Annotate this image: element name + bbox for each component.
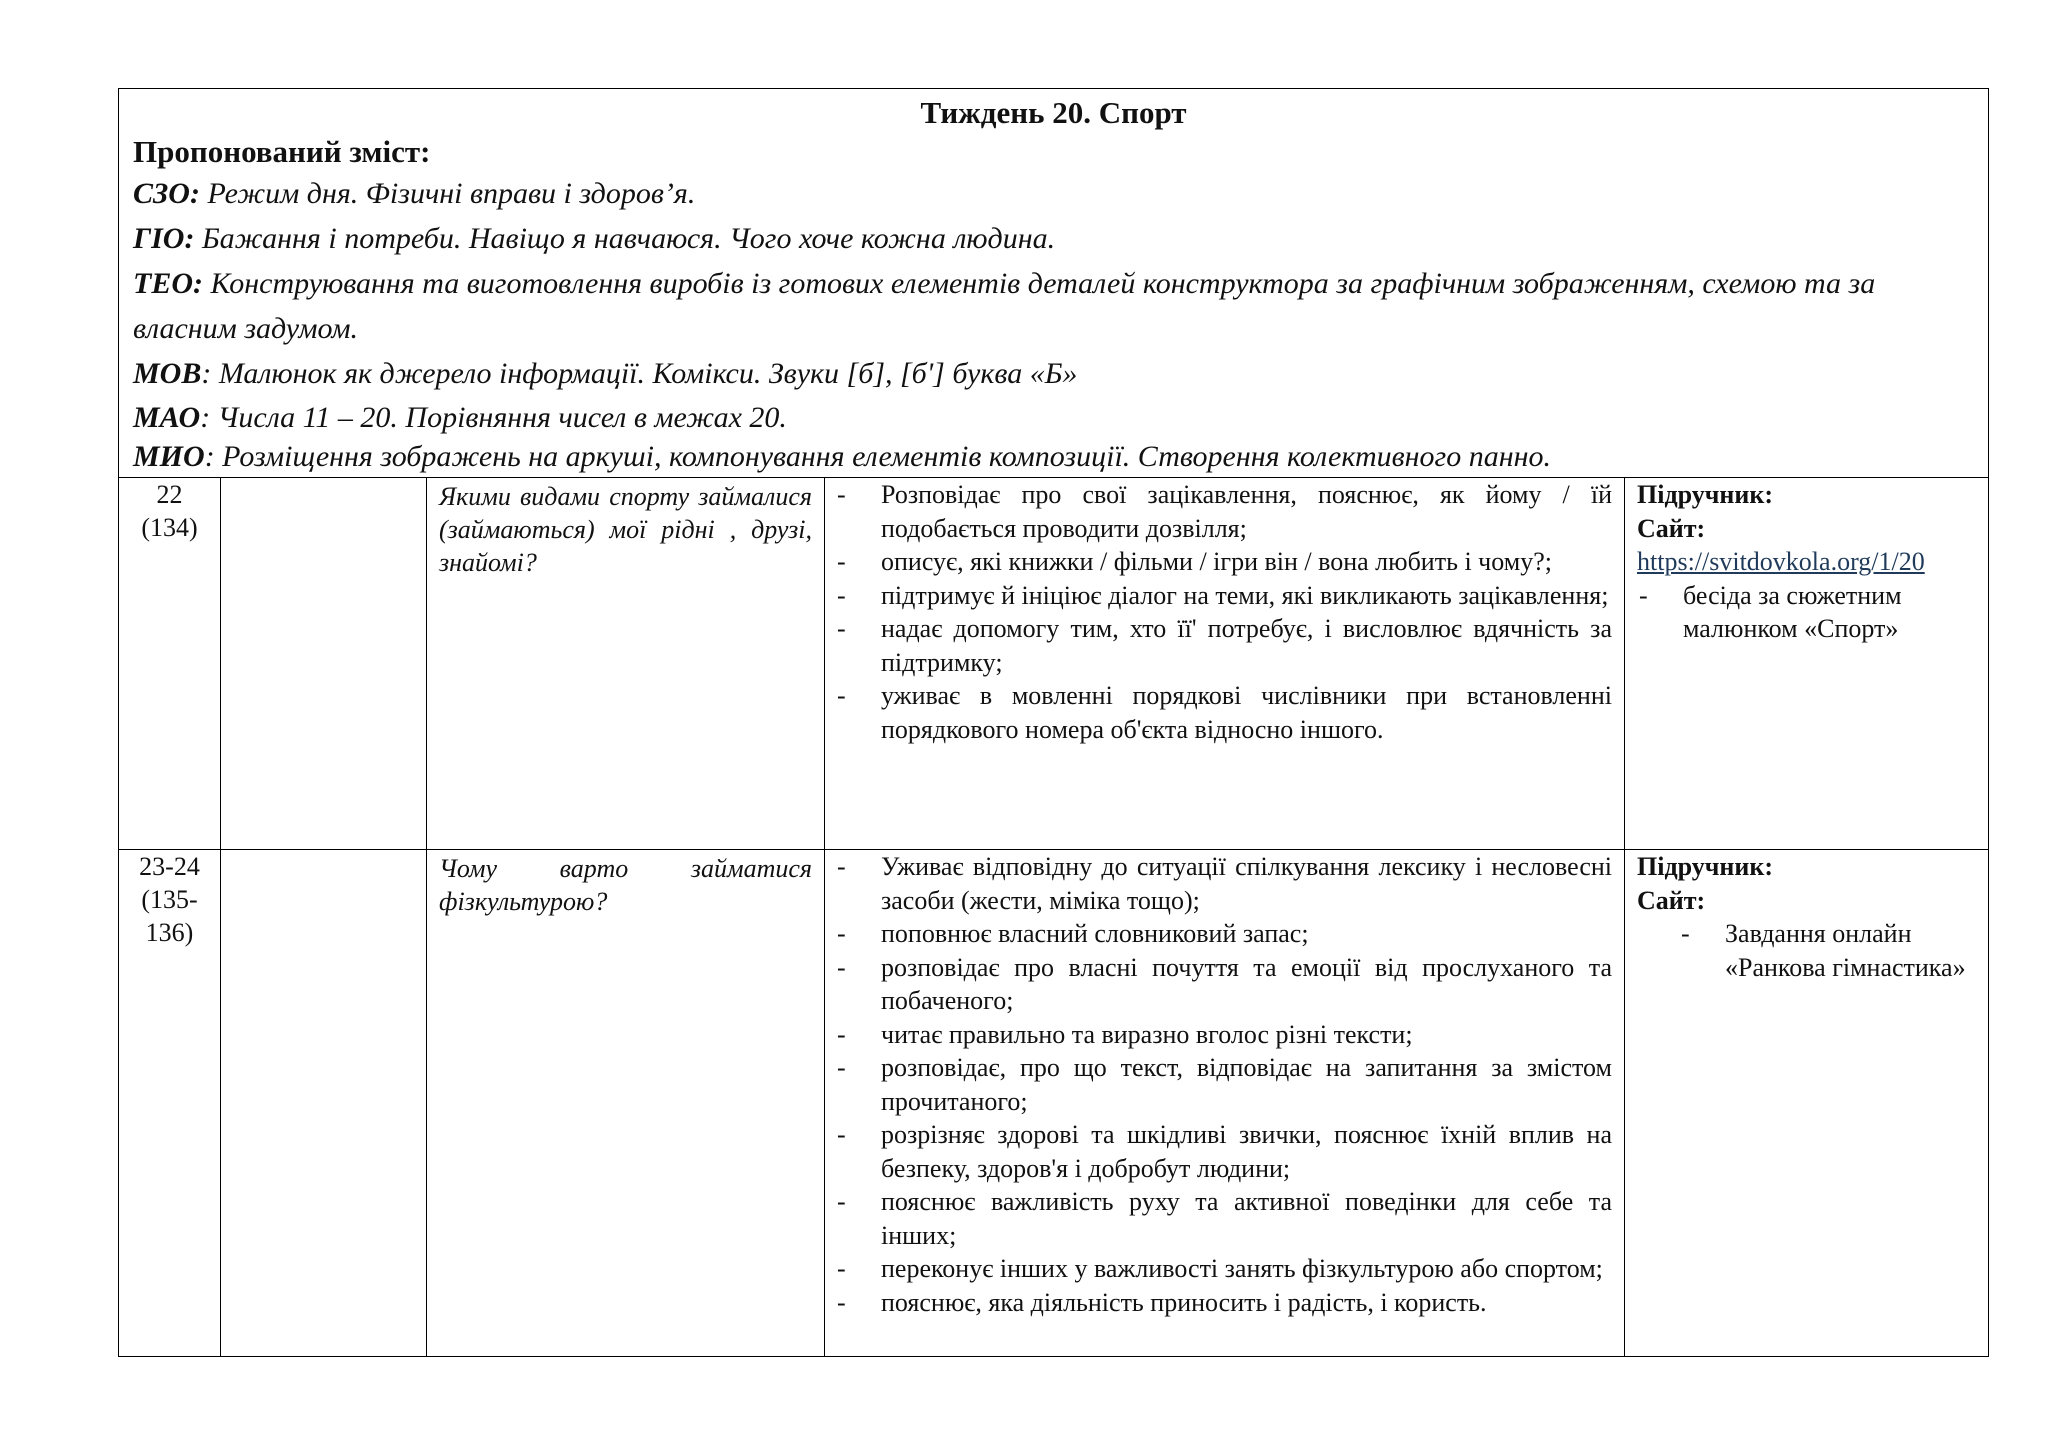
lesson-number [119,478,221,850]
textbook-label: Підручник: [1637,852,1773,881]
list-item: - уживає в мовленні порядкові числівники при встановленні порядкового номера об'єкта відносно іншого. [835,679,1612,746]
header-row [119,89,1989,478]
subject-text: : Числа 11 – 20. Порівняння чисел в межах 20. [200,401,787,434]
subject-teo [133,261,1974,351]
lesson-topic: Чому варто займатися фізкультурою? [427,850,825,1357]
subject-text: Бажання і потреби. Навіщо я навчаюся. Чого хоче кожна людина. [194,222,1056,255]
site-link[interactable]: https://svitdovkola.org/1/20 [1637,547,1925,576]
subject-szo [133,171,1974,216]
subject-gio [133,216,1974,261]
resource-list [1637,579,1980,646]
learning-outcomes [825,478,1625,850]
list-item: - бесіда за сюжетним малюнком «Спорт» [1637,579,1980,646]
outcomes-list [835,850,1612,1319]
subject-code: СЗО: [133,177,200,210]
subject-text: : Малюнок як джерело інформації. Комікси. Звуки [б], [б'] буква «Б» [201,357,1078,390]
list-item: - Уживає відповідну до ситуації спілкування лексику і несловесні засоби (жести, міміка тощо); [835,850,1612,917]
list-item: - Розповідає про свої зацікавлення, пояснює, як йому / їй подобається проводити дозвілля; [835,478,1612,545]
subject-text: Режим дня. Фізичні вправи і здоров’я. [199,177,696,210]
resource-list [1637,917,1980,984]
subject-code: ТЕО: [133,267,203,300]
list-item: - розповідає про власні почуття та емоції від прослуханого та побаченого; [835,951,1612,1018]
list-item: - підтримує й ініціює діалог на теми, які викликають зацікавлення; [835,579,1612,613]
empty-cell [221,850,427,1357]
subject-code: МАО [133,401,201,434]
lesson-row [119,850,1989,1357]
lesson-number [119,850,221,1357]
lesson-topic: Якими видами спорту займалися (займаються) мої рідні , друзі, знайомі? [427,478,825,850]
subject-text: : Розміщення зображень на аркуші, компонування елементів композиції. Створення колективного панно. [204,440,1551,473]
learning-outcomes [825,850,1625,1357]
outcomes-list [835,478,1612,746]
subject-mov [133,351,1974,396]
resources-cell [1625,478,1989,850]
header-cell [119,89,1989,478]
subject-code: МИО [133,440,205,473]
textbook-label: Підручник: [1637,480,1773,509]
lesson-number-text: 22 (134) [141,480,198,542]
list-item: - переконує інших у важливості занять фізкультурою або спортом; [835,1252,1612,1286]
proposed-content-label: Пропонований зміст: [133,134,431,169]
resources-cell [1625,850,1989,1357]
list-item: - пояснює, яка діяльність приносить і радість, і користь. [835,1286,1612,1320]
list-item: - описує, які книжки / фільми / ігри він / вона любить і чому?; [835,545,1612,579]
site-label: Сайт: [1637,513,1706,543]
lesson-number-text: 23-24 (135- 136) [139,852,200,947]
list-item: - розповідає, про що текст, відповідає на запитання за змістом прочитаного; [835,1051,1612,1118]
subject-text: Конструювання та виготовлення виробів із готових елементів деталей конструктора за графічним зображенням, схемою та за власним задумом. [133,267,1876,345]
week-title: Тиждень 20. Спорт [920,95,1187,130]
list-item: - надає допомогу тим, хто її' потребує, і висловлює вдячність за підтримку; [835,612,1612,679]
subject-myo [133,439,1974,475]
site-label: Сайт: [1637,885,1706,915]
subject-code: МОВ [133,357,202,390]
list-item: - читає правильно та виразно вголос різні тексти; [835,1018,1612,1052]
list-item: - пояснює важливість руху та активної поведінки для себе та інших; [835,1185,1612,1252]
list-item: - розрізняє здорові та шкідливі звички, пояснює їхній вплив на безпеку, здоров'я і добробут людини; [835,1118,1612,1185]
lesson-plan-table [118,88,1989,1357]
subject-code: ГІО: [133,222,195,255]
lesson-row [119,478,1989,850]
subject-mao [133,396,1974,439]
empty-cell [221,478,427,850]
list-item: - поповнює власний словниковий запас; [835,917,1612,951]
list-item: - Завдання онлайн «Ранкова гімнастика» [1637,917,1980,984]
